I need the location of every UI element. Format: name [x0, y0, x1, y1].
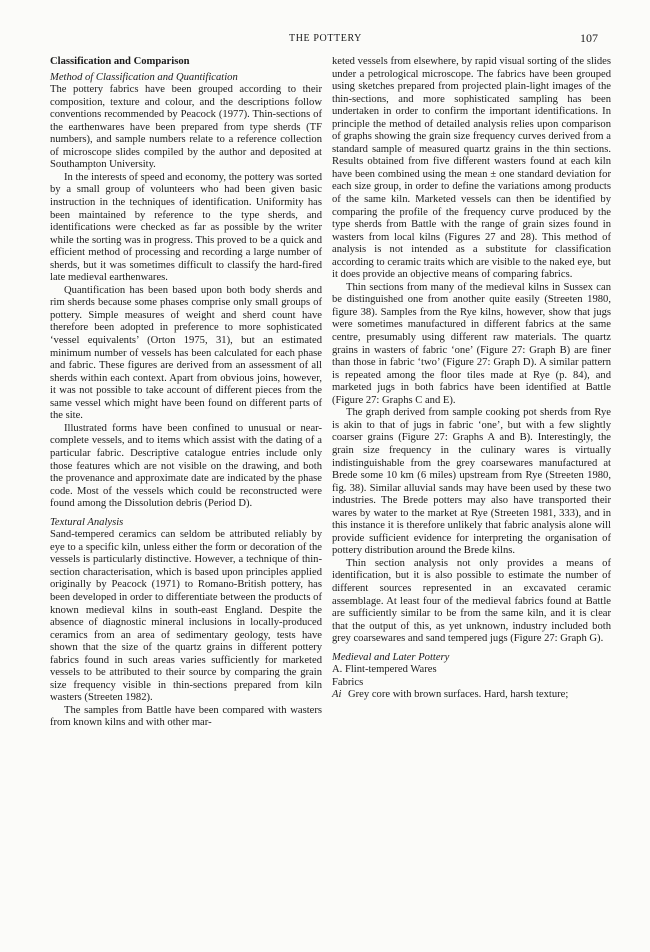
- paragraph: In the interests of speed and economy, the pottery was sorted by a small group of volunteers who had been given basic instruction in the techniques of identification. Uniformity has been maintained by reference to the type sherds, and identifications were checked as far as possible by the writer while the sorting was in progress. This proved to be a quick and efficient method of processing and recording a large number of sherds, but it was sometimes difficult to classify the hard-fired late medieval earthenwares.: [50, 171, 322, 284]
- paragraph: The graph derived from sample cooking pot sherds from Rye is akin to that of jugs in fabric ‘one’, but with a few slightly coarser grains (Figure 27: Graphs A and B). Interestingly, the grain size frequency in the culinary wares is virtually indistinguishable from the grey coarsewares manufactured at Brede some 10 km (6 miles) upstream from Rye (Streeten 1980, fig. 38). Similar alluvial sands may have been used by these two industries. The Brede potters may also have transported their wares by water to the market at Rye (Streeten 1981, 333), and in this instance it is therefore unlikely that fabric analysis alone will provide sufficient evidence for interpreting the organisation of pottery distribution around the Brede kilns.: [332, 407, 611, 557]
- subheading-textural: Textural Analysis: [50, 516, 124, 528]
- page-number: 107: [580, 31, 598, 45]
- subheading-method: Method of Classification and Quantification: [50, 71, 238, 83]
- left-column: [50, 56, 322, 730]
- paragraph: Quantification has been based upon both body sherds and rim sherds because some phases comprise only small groups of pottery. Simple measures of weight and sherd count have therefore been adopted in preference to more sophisticated ‘vessel equivalents’ (Orton 1975, 31), but an estimated minimum number of vessels has been calculated for each phase and fabric. These figures are derived from an assessment of all sherds within each context. Apart from obvious joins, however, it was not possible to take account of different pieces from the same vessel which might have been found on different parts of the site.: [50, 284, 322, 422]
- paragraph: keted vessels from elsewhere, by rapid visual sorting of the slides under a petrological microscope. The fabrics have been grouped using sketches prepared from projected plain-light images of the thin-sections, and more sophisticated sampling has been undertaken in order to confirm the important identifications. In principle the method of detailed analysis relies upon comparison of graphs showing the grain size frequency curves derived from a standard sample of measured quartz grains in the thin sections. Results obtained from five different wasters found at each kiln have been combined using the mean ± one standard deviation for each size group, in order to define the variations among products of the same kiln. Marketed vessels can then be identified by comparing the profile of the frequency curve produced by the type sherds from Battle with the range of grain sizes found in wasters from local kilns (Figures 27 and 28). This method of analysis is not intended as a substitute for classification according to ceramic traits which are visible to the naked eye, but it does provide an objective means of comparing fabrics.: [332, 56, 611, 281]
- fabric-description: Grey core with brown surfaces. Hard, harsh texture;: [348, 689, 569, 701]
- fabric-entry: [332, 689, 611, 702]
- paragraph: The pottery fabrics have been grouped according to their composition, texture and colour, and the descriptions follow conventions recommended by Peacock (1977). Thin-sections of the earthenwares have been prepared from type sherds (TF numbers), and sample numbers relate to a reference collection of microscope slides compiled by the author and deposited at Southampton University.: [50, 84, 322, 171]
- running-title: THE POTTERY: [289, 33, 362, 44]
- right-column: [332, 56, 611, 702]
- fabric-code: Ai: [332, 689, 342, 701]
- subheading-fabrics: Fabrics: [332, 676, 364, 688]
- paragraph: The samples from Battle have been compared with wasters from known kilns and with other mar-: [50, 704, 322, 729]
- paragraph: Thin section analysis not only provides a means of identification, but it is also possible to estimate the number of different sources represented in an excavated ceramic assemblage. At least four of the medieval fabrics found at Battle are sufficiently similar to be from the same kiln, and it is clear that the output of this, as yet unknown, industry included both grey coarsewares and sand tempered jugs (Figure 27: Graph G).: [332, 557, 611, 645]
- paragraph: Illustrated forms have been confined to unusual or near-complete vessels, and to items which assist with the dating of a particular fabric. Descriptive catalogue entries include only those features which are not visible on the drawing, and both the provenance and approximate date are indicated by the phase code. Most of the vessels which could be reconstructed were found among the Dissolution debris (Period D).: [50, 422, 322, 510]
- subheading-medieval: Medieval and Later Pottery: [332, 651, 450, 663]
- section-heading: Classification and Comparison: [50, 56, 190, 67]
- paragraph: Sand-tempered ceramics can seldom be attributed reliably by eye to a specific kiln, unless either the form or decoration of the vessels is particularly distinctive. However, a technique of thin-section characterisation, which is based upon principles applied originally by Peacock (1971) to Romano-British pottery, has been developed in order to differentiate between the products of known medieval kilns in south-east England. Despite the absence of diagnostic mineral inclusions in locally-produced ceramics from an area of sedimentary geology, tests have shown that the size of the quartz grains in different pottery fabrics found in such areas varies sufficiently for marketed vessels to be attributed to their source by comparing the grain size frequency visible in thin-sections prepared from kiln wasters (Streeten 1982).: [50, 529, 322, 704]
- subheading-flint: A. Flint-tempered Wares: [332, 664, 437, 676]
- paragraph: Thin sections from many of the medieval kilns in Sussex can be distinguished one from another quite easily (Streeten 1980, figure 38). Samples from the Rye kilns, however, show that jugs were sometimes manufactured in different fabrics at the same centre, presumably using different raw materials. The quartz grains in wasters of fabric ‘one’ (Figure 27: Graph B) are finer than those in fabric ‘two’ (Figure 27: Graph D). A similar pattern is repeated among the floor tiles made at Rye (p. 84), and marketed jugs in both fabrics have been identified at Battle (Figure 27: Graphs C and E).: [332, 281, 611, 406]
